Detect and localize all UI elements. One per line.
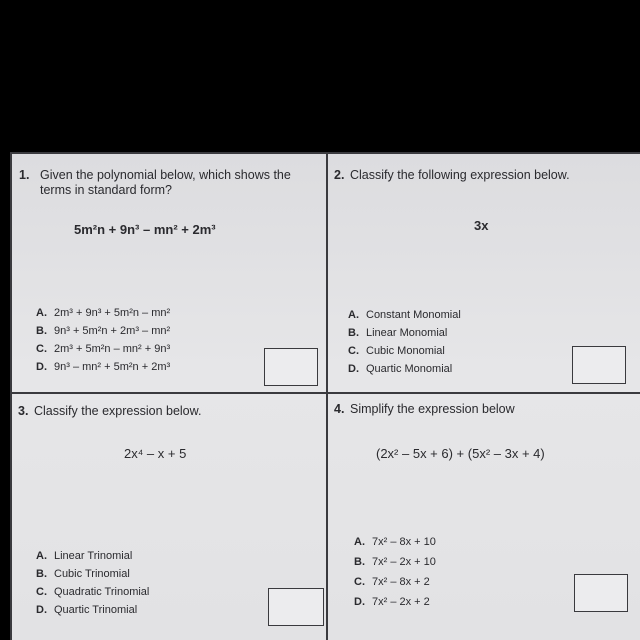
option-text: 7x² – 2x + 10 xyxy=(372,556,436,568)
option-letter: C. xyxy=(36,586,47,598)
question-4-option-d[interactable] xyxy=(354,592,436,612)
option-text: Quartic Monomial xyxy=(366,363,453,375)
question-4-answer-box[interactable] xyxy=(574,574,628,612)
question-1-answer-box[interactable] xyxy=(264,348,318,386)
option-letter: A. xyxy=(354,536,365,548)
question-1-prompt-line-2: terms in standard form? xyxy=(40,183,172,197)
question-4-options xyxy=(354,532,436,612)
option-letter: D. xyxy=(36,361,47,373)
option-text: 9n³ + 5m²n + 2m³ – mn² xyxy=(54,325,171,337)
question-1-option-d[interactable] xyxy=(36,358,170,376)
option-letter: C. xyxy=(354,576,365,588)
question-2-option-b[interactable] xyxy=(348,324,461,342)
question-2-option-c[interactable] xyxy=(348,342,461,360)
question-3-option-d[interactable] xyxy=(36,601,149,619)
question-1-option-b[interactable] xyxy=(36,322,170,340)
question-4-option-a[interactable] xyxy=(354,532,436,552)
option-letter: D. xyxy=(36,604,47,616)
question-3-expression: 2x⁴ – x + 5 xyxy=(124,446,187,461)
option-text: Quartic Trinomial xyxy=(54,604,138,616)
question-3-option-c[interactable] xyxy=(36,583,149,601)
option-text: Linear Monomial xyxy=(366,327,448,339)
question-1-prompt xyxy=(40,168,291,198)
question-2-prompt: Classify the following expression below. xyxy=(350,168,570,182)
question-2-number: 2. xyxy=(334,168,345,182)
option-text: 7x² – 8x + 10 xyxy=(372,536,436,548)
option-letter: D. xyxy=(354,596,365,608)
option-letter: B. xyxy=(354,556,365,568)
option-text: Quadratic Trinomial xyxy=(54,586,150,598)
question-1-options xyxy=(36,304,170,376)
option-letter: B. xyxy=(348,327,359,339)
option-letter: D. xyxy=(348,363,359,375)
question-3-number: 3. xyxy=(18,404,29,418)
question-2-option-d[interactable] xyxy=(348,360,461,378)
question-2-answer-box[interactable] xyxy=(572,346,626,384)
question-1-expression: 5m²n + 9n³ – mn² + 2m³ xyxy=(74,222,216,237)
question-4-option-b[interactable] xyxy=(354,552,436,572)
question-1-option-a[interactable] xyxy=(36,304,170,322)
question-4-option-c[interactable] xyxy=(354,572,436,592)
question-1-option-c[interactable] xyxy=(36,340,170,358)
option-text: 7x² – 2x + 2 xyxy=(372,596,430,608)
question-4-prompt: Simplify the expression below xyxy=(350,402,515,416)
question-3-answer-box[interactable] xyxy=(268,588,324,626)
question-1-prompt-line-1: Given the polynomial below, which shows the xyxy=(40,168,291,182)
option-text: 7x² – 8x + 2 xyxy=(372,576,430,588)
option-letter: C. xyxy=(36,343,47,355)
option-letter: A. xyxy=(348,309,359,321)
question-2-expression: 3x xyxy=(474,218,489,233)
option-text: Linear Trinomial xyxy=(54,550,133,562)
question-4-expression: (2x² – 5x + 6) + (5x² – 3x + 4) xyxy=(376,446,545,461)
option-text: Cubic Trinomial xyxy=(54,568,130,580)
question-3-prompt: Classify the expression below. xyxy=(34,404,202,418)
question-1-number: 1. xyxy=(19,168,30,182)
option-text: 9n³ – mn² + 5m²n + 2m³ xyxy=(54,361,171,373)
option-text: Constant Monomial xyxy=(366,309,461,321)
question-3 xyxy=(10,392,326,640)
option-letter: B. xyxy=(36,325,47,337)
option-text: 2m³ + 9n³ + 5m²n – mn² xyxy=(54,307,171,319)
option-text: 2m³ + 5m²n – mn² + 9n³ xyxy=(54,343,171,355)
question-3-option-b[interactable] xyxy=(36,565,149,583)
question-4-number: 4. xyxy=(334,402,345,416)
option-letter: A. xyxy=(36,550,47,562)
question-2-option-a[interactable] xyxy=(348,306,461,324)
option-text: Cubic Monomial xyxy=(366,345,445,357)
question-2 xyxy=(326,152,640,392)
question-1 xyxy=(10,152,326,392)
option-letter: C. xyxy=(348,345,359,357)
question-3-option-a[interactable] xyxy=(36,547,149,565)
question-3-options xyxy=(36,547,149,619)
question-4 xyxy=(326,392,640,640)
worksheet xyxy=(10,152,640,640)
question-2-options xyxy=(348,306,461,378)
option-letter: A. xyxy=(36,307,47,319)
option-letter: B. xyxy=(36,568,47,580)
